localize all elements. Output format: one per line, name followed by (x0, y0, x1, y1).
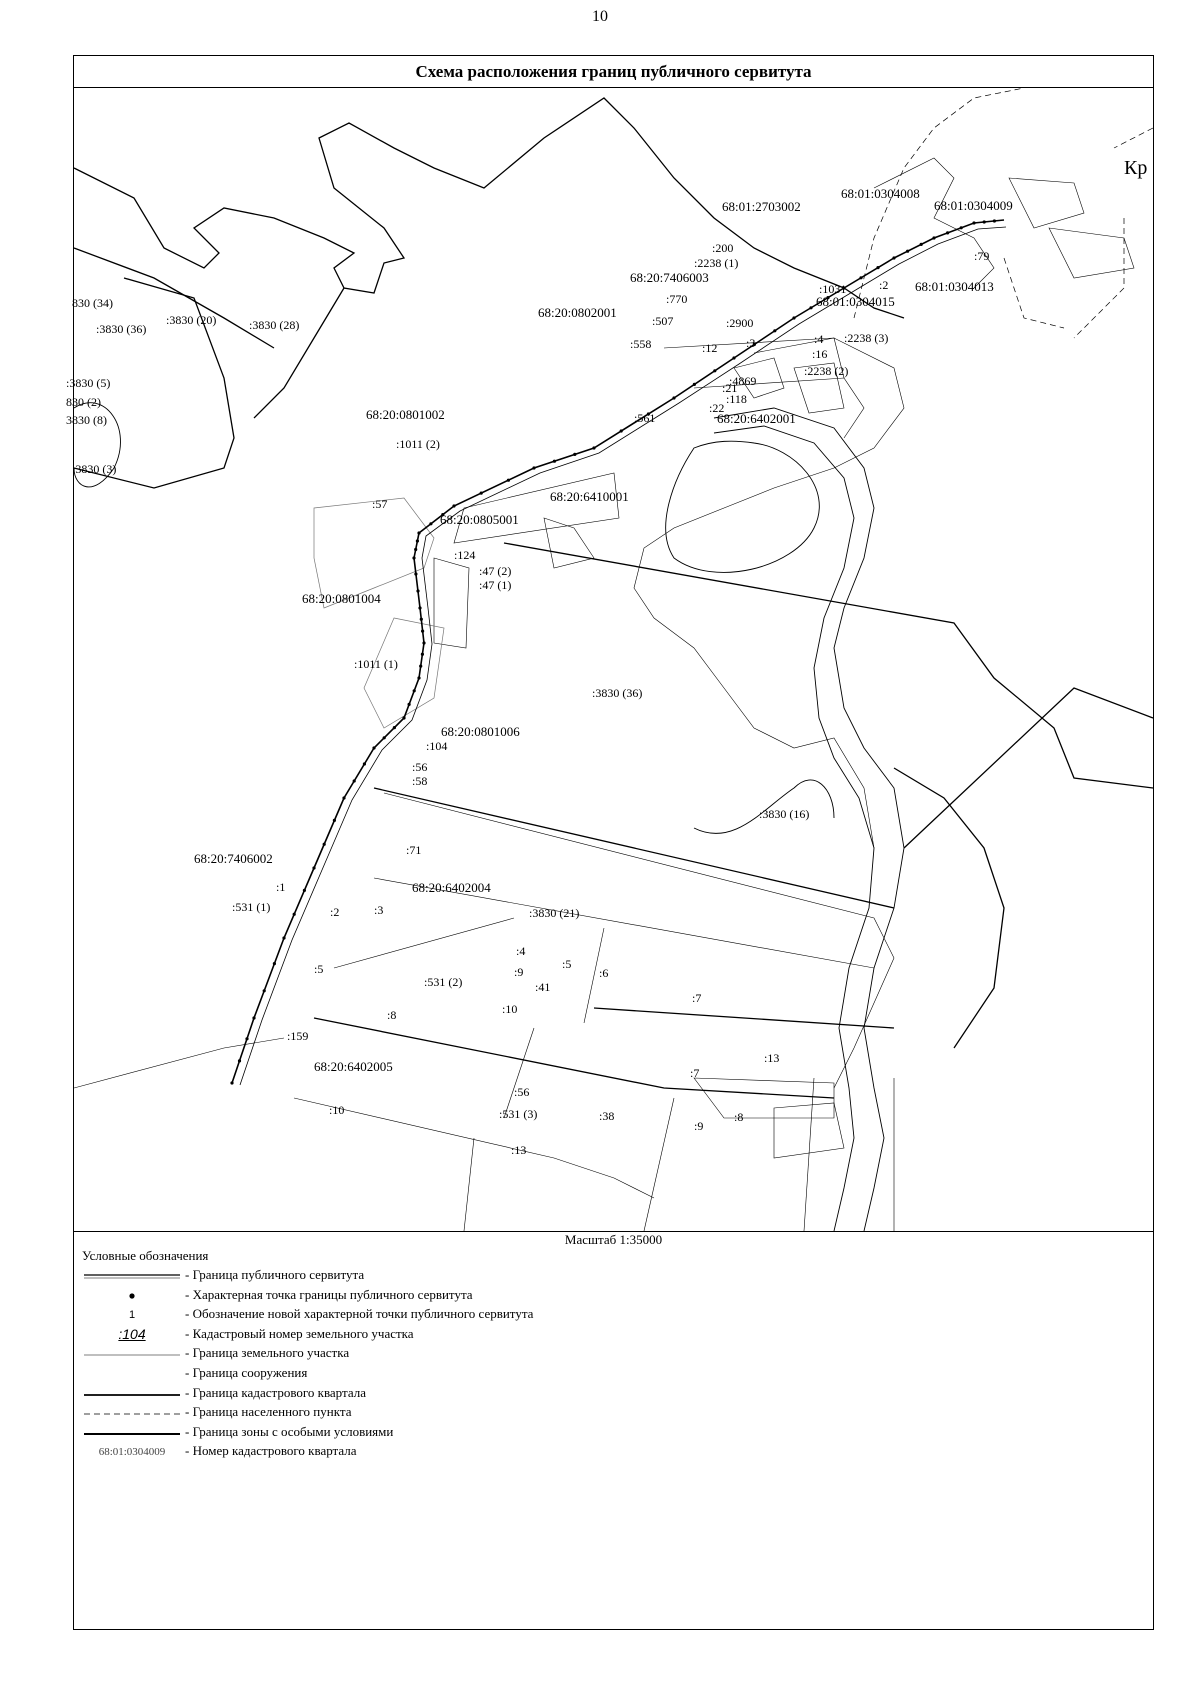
parcel-label: :57 (372, 497, 388, 511)
legend-item (82, 1305, 782, 1325)
servitude-point (333, 819, 336, 822)
parcel-label: :3830 (3) (72, 462, 117, 476)
quarter-label: 68:20:0801004 (302, 591, 381, 606)
parcel-label: :3830 (36) (592, 686, 643, 700)
settlement-area (314, 498, 444, 728)
parcel-label: :16 (812, 347, 828, 361)
parcel-label: :5 (562, 957, 572, 971)
settlement-boundaries (854, 88, 1153, 338)
servitude-point (412, 556, 415, 559)
servitude-point (263, 989, 266, 992)
quarter-label: 68:01:2703002 (722, 199, 801, 214)
legend-title: Условные обозначения (82, 1248, 209, 1263)
legend-item (82, 1384, 782, 1404)
parcel-label: :3 (746, 336, 756, 350)
parcel-boundary (334, 918, 514, 968)
parcel-boundary (384, 793, 894, 1088)
servitude-point (303, 889, 306, 892)
parcel-label: :58 (412, 774, 428, 788)
parcel-label: :3830 (28) (249, 318, 300, 332)
parcel-label: :7 (692, 991, 702, 1005)
parcel-label: 3830 (8) (66, 413, 107, 427)
servitude-point (573, 453, 576, 456)
servitude-point (809, 306, 812, 309)
parcel-label: :5 (314, 962, 324, 976)
servitude-point (414, 548, 417, 551)
quarter-label: 68:01:0304009 (934, 198, 1013, 213)
parcel-label: :41 (535, 980, 551, 994)
quarter-label: 68:20:0801006 (441, 724, 520, 739)
servitude-point (402, 716, 405, 719)
quarter-label: 68:01:0304013 (915, 279, 994, 294)
servitude-point (429, 522, 432, 525)
servitude-point (393, 726, 396, 729)
parcel-label: :1 (276, 880, 286, 894)
parcel-label: :7 (690, 1066, 700, 1080)
parcel-label: :200 (712, 241, 734, 255)
parcel-label: :531 (2) (424, 975, 463, 989)
servitude-point (421, 630, 424, 633)
legend-item (82, 1266, 782, 1286)
legend-symbol-quarter-number: 68:01:0304009 (98, 1446, 166, 1459)
legend (82, 1266, 782, 1462)
servitude-point (507, 479, 510, 482)
parcel-label: :3830 (5) (66, 376, 111, 390)
servitude-point (413, 689, 416, 692)
legend-symbol-point-number: 1 (128, 1309, 136, 1322)
page-number: 10 (592, 8, 608, 25)
servitude-point (282, 936, 285, 939)
parcel-label: :3 (374, 903, 384, 917)
legend-label: - Обозначение новой характерной точки публичного сервитута (185, 1306, 534, 1322)
parcel-label: :531 (3) (499, 1107, 538, 1121)
servitude-point (353, 779, 356, 782)
parcel-boundary (804, 1078, 814, 1231)
map-texts (66, 157, 1147, 1157)
parcel-label: :558 (630, 337, 652, 351)
servitude-point (672, 396, 675, 399)
settlement-boundary (1004, 258, 1064, 328)
quarter-label: 68:20:0802001 (538, 305, 617, 320)
servitude-point (252, 1016, 255, 1019)
parcel-boundary (694, 1078, 834, 1118)
parcel-label: :1011 (2) (396, 437, 440, 451)
servitude-point (620, 429, 623, 432)
servitude-boundary (232, 220, 1006, 1085)
parcel-label: :2238 (2) (804, 364, 849, 378)
parcel-label: :1031 (819, 282, 847, 296)
settlement-boundary (1074, 218, 1124, 338)
parcel-label: :1011 (1) (354, 657, 398, 671)
parcel-label: :56 (412, 760, 428, 774)
quarter-label: 68:20:0805001 (440, 512, 519, 527)
servitude-point (417, 531, 420, 534)
servitude-point (960, 226, 963, 229)
parcel-label: :4869 (729, 374, 757, 388)
parcel-label: :3830 (21) (529, 906, 580, 920)
servitude-line (232, 220, 1004, 1083)
legend-symbol-structure (82, 1364, 182, 1384)
map-area (66, 88, 1153, 1231)
legend-item (82, 1442, 782, 1462)
legend-item (82, 1423, 782, 1443)
servitude-point (372, 746, 375, 749)
parcel-label: :2 (330, 905, 340, 919)
servitude-point (553, 460, 556, 463)
servitude-point (452, 504, 455, 507)
legend-item (82, 1403, 782, 1423)
legend-item (82, 1364, 782, 1384)
servitude-point (859, 276, 862, 279)
servitude-point (414, 572, 417, 575)
parcel-label: :8 (387, 1008, 397, 1022)
map-drawing (66, 88, 1153, 1231)
parcel-label: :4 (814, 332, 824, 346)
servitude-point (416, 589, 419, 592)
servitude-point (972, 221, 975, 224)
parcel-label: :9 (514, 965, 524, 979)
parcel-label: :3830 (36) (96, 322, 147, 336)
servitude-point (773, 329, 776, 332)
quarter-label: 68:20:6402001 (717, 411, 796, 426)
servitude-point (323, 843, 326, 846)
parcel-label: :10 (329, 1103, 345, 1117)
parcel-boundary (504, 1028, 534, 1118)
parcel-label: :2900 (726, 316, 754, 330)
servitude-point (422, 641, 425, 644)
settlement-outline (364, 618, 444, 728)
parcel-boundary (464, 1138, 474, 1231)
legend-label: - Кадастровый номер земельного участка (185, 1325, 414, 1341)
parcel-label: :124 (454, 548, 476, 562)
parcel-label: :13 (511, 1143, 527, 1157)
parcel-label: :3830 (20) (166, 313, 217, 327)
servitude-point (480, 492, 483, 495)
servitude-point (418, 606, 421, 609)
legend-label: - Граница земельного участка (185, 1345, 350, 1361)
servitude-point (876, 266, 879, 269)
legend-symbol-servitude-line (82, 1266, 182, 1286)
servitude-point (273, 962, 276, 965)
parcel-label: :2238 (3) (844, 331, 889, 345)
map-title: Схема расположения границ публичного сервитута (74, 56, 1153, 88)
servitude-point (983, 220, 986, 223)
quarter-label: 68:20:7406003 (630, 270, 709, 285)
servitude-point (892, 256, 895, 259)
parcel-boundary (774, 1103, 844, 1158)
quarter-boundaries (74, 98, 1153, 1098)
quarter-label: 68:01:0304008 (841, 186, 920, 201)
servitude-point (932, 236, 935, 239)
parcel-boundary (644, 1098, 674, 1231)
parcel-label: :2238 (1) (694, 256, 739, 270)
quarter-boundary (904, 688, 1153, 848)
servitude-point (693, 383, 696, 386)
legend-label: - Граница публичного сервитута (185, 1267, 365, 1282)
servitude-point (946, 231, 949, 234)
parcel-boundary (74, 1038, 284, 1088)
legend-item (82, 1325, 782, 1345)
parcel-label: :22 (709, 401, 725, 415)
servitude-point (342, 796, 345, 799)
legend-item (82, 1286, 782, 1306)
scale-label: Масштаб 1:35000 (564, 1232, 663, 1247)
servitude-point (993, 219, 996, 222)
parcel-boundary (434, 558, 469, 648)
quarter-label: 68:20:6410001 (550, 489, 629, 504)
servitude-points (230, 219, 996, 1084)
servitude-point (920, 243, 923, 246)
settlement-boundary (1114, 128, 1153, 148)
servitude-point (592, 446, 595, 449)
parcel-label: :13 (764, 1051, 780, 1065)
legend-symbol-plot-line (82, 1344, 182, 1364)
parcel-label: :104 (426, 739, 448, 753)
legend-symbol-cadastral-number: :104 (118, 1325, 146, 1342)
legend-symbol-zone-line (82, 1423, 182, 1443)
legend-label: - Характерная точка границы публичного сервитута (185, 1286, 473, 1302)
parcel-label: :6 (599, 966, 609, 980)
parcel-label: :10 (502, 1002, 518, 1016)
quarter-boundary (504, 543, 1153, 788)
parcel-label: :531 (1) (232, 900, 271, 914)
parcel-label: :21 (722, 381, 738, 395)
legend-label: - Граница сооружения (185, 1364, 308, 1380)
legend-item (82, 1344, 782, 1364)
legend-symbol-settlement-line (82, 1403, 182, 1423)
parcel-label: :8 (734, 1110, 744, 1124)
servitude-point (312, 866, 315, 869)
servitude-point (906, 250, 909, 253)
parcel-boundary (1009, 178, 1084, 228)
parcel-label: :12 (702, 341, 718, 355)
servitude-point (419, 665, 422, 668)
legend-symbol-quarter-line (82, 1384, 182, 1404)
servitude-point (713, 369, 716, 372)
parcel-label: :4 (516, 944, 526, 958)
servitude-point (238, 1059, 241, 1062)
parcel-label: :47 (1) (479, 578, 512, 592)
servitude-point (383, 736, 386, 739)
quarter-label: 68:20:6402004 (412, 880, 491, 895)
legend-label: - Номер кадастрового квартала (185, 1443, 357, 1459)
servitude-point (421, 653, 424, 656)
parcel-label: :770 (666, 292, 688, 306)
servitude-point (416, 539, 419, 542)
servitude-point (792, 316, 795, 319)
legend-label: - Граница кадастрового квартала (185, 1384, 366, 1400)
servitude-point (230, 1081, 233, 1084)
servitude-point (293, 913, 296, 916)
parcel-boundary (454, 473, 619, 543)
servitude-line (240, 227, 1006, 1085)
parcel-label: :507 (652, 314, 674, 328)
servitude-point (420, 618, 423, 621)
legend-symbol-point-dot (82, 1286, 182, 1306)
servitude-point (363, 762, 366, 765)
parcel-label: :71 (406, 843, 422, 857)
legend-label: - Граница зоны с особыми условиями (185, 1423, 394, 1439)
servitude-point (732, 356, 735, 359)
quarter-label: 68:01:0304015 (816, 294, 895, 309)
parcel-label: :56 (514, 1085, 530, 1099)
servitude-point (408, 703, 411, 706)
quarter-boundary (314, 1018, 834, 1098)
parcel-label: 830 (2) (66, 395, 101, 409)
parcel-label: :9 (694, 1119, 704, 1133)
quarter-boundary (594, 1008, 894, 1028)
parcel-label: :118 (726, 392, 747, 406)
parcel-label: :561 (634, 411, 656, 425)
parcel-label: :38 (599, 1109, 615, 1123)
legend-label: - Граница населенного пункта (185, 1404, 352, 1420)
parcel-boundary (1049, 228, 1134, 278)
servitude-point (417, 676, 420, 679)
parcel-label: :47 (2) (479, 564, 512, 578)
quarter-boundary (254, 288, 344, 418)
map-frame (66, 55, 1154, 1630)
settlement-name-fragment: Кр (1124, 157, 1148, 179)
parcel-label: :79 (974, 249, 990, 263)
lake (666, 441, 820, 572)
servitude-point (245, 1037, 248, 1040)
parcel-label: 830 (34) (72, 296, 113, 310)
servitude-point (532, 466, 535, 469)
quarter-label: 68:20:7406002 (194, 851, 273, 866)
parcel-label: :2 (879, 278, 889, 292)
parcel-label: :159 (287, 1029, 309, 1043)
quarter-boundary (894, 768, 1004, 1048)
quarter-label: 68:20:0801002 (366, 407, 445, 422)
parcel-label: :3830 (16) (759, 807, 810, 821)
quarter-label: 68:20:6402005 (314, 1059, 393, 1074)
